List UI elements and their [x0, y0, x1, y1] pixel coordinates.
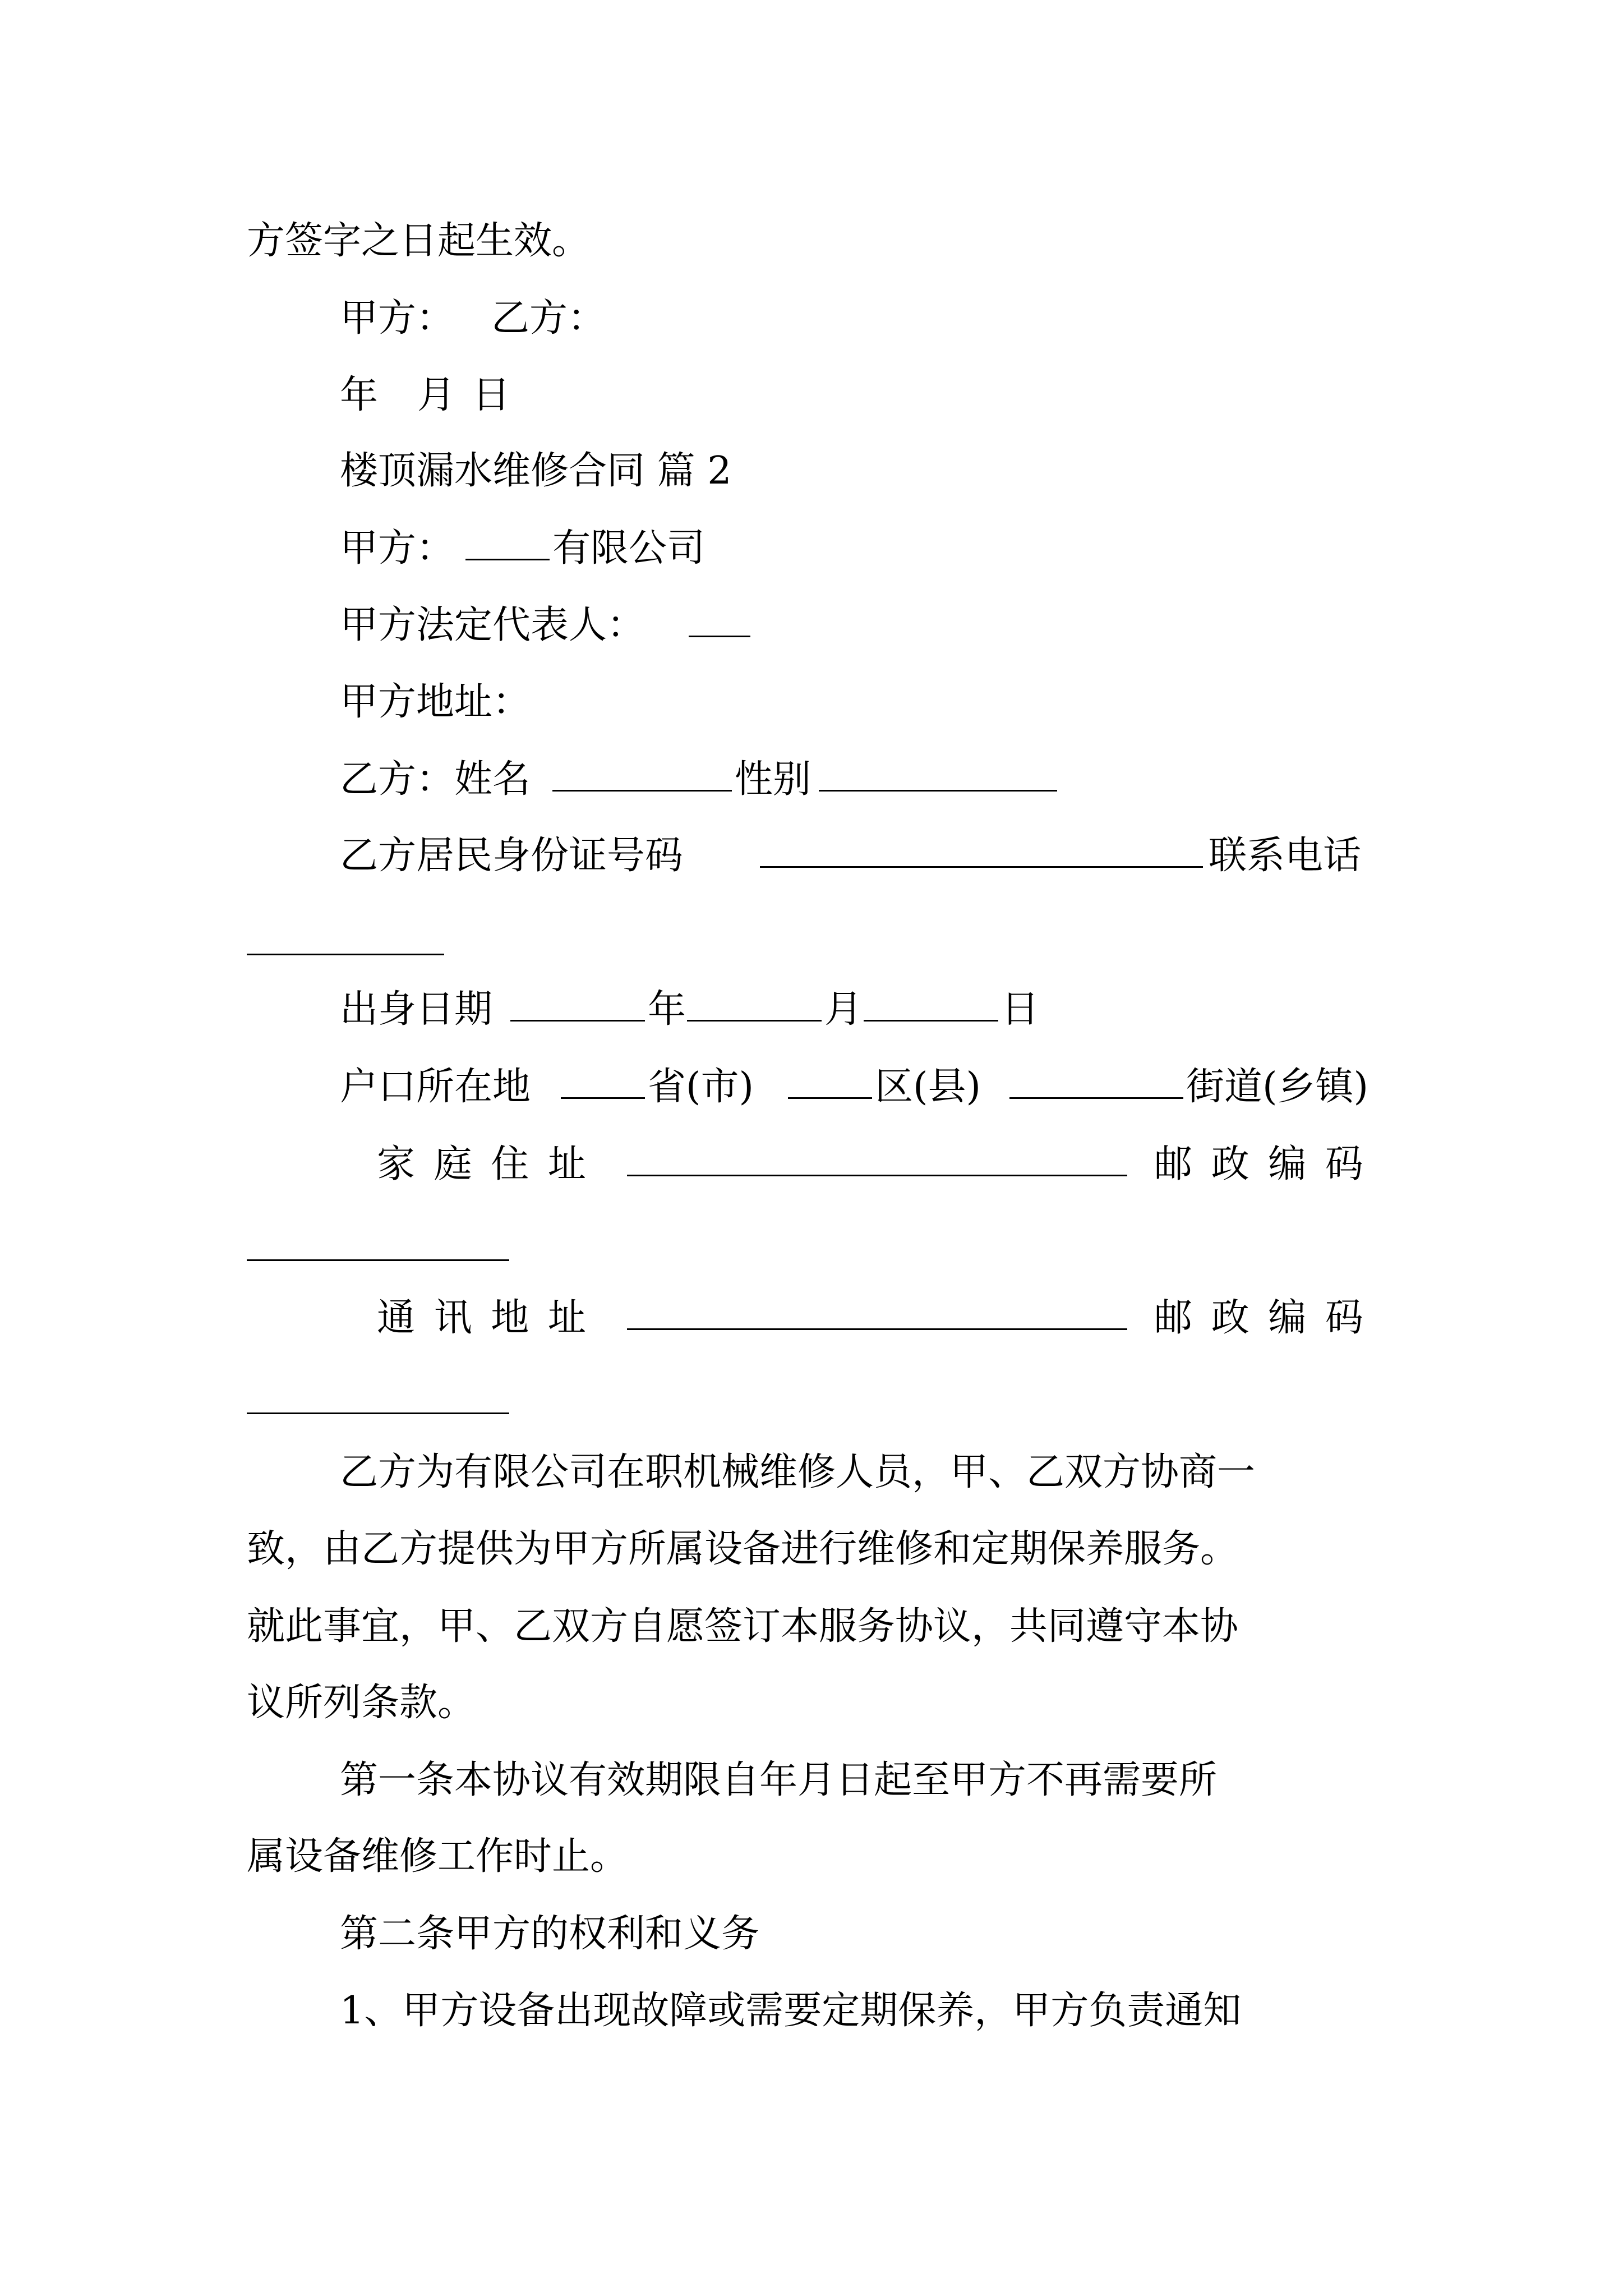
blank-underline [627, 1296, 1127, 1330]
blank-underline [689, 603, 750, 637]
blank-underline [627, 1142, 1127, 1176]
blank-underline [788, 1065, 872, 1099]
blank-underline [247, 1412, 509, 1414]
blank-underline [1009, 1065, 1183, 1099]
address-label: 甲方地址： [340, 680, 531, 724]
line-text: 1、甲方设备出现故障或需要定期保养，甲方负责通知 [340, 1989, 1242, 2033]
day-label: 日 [472, 373, 511, 417]
blank-underline [247, 954, 444, 955]
party-a-label: 甲方： [340, 526, 455, 570]
month-label: 月 [417, 373, 456, 417]
name-label: 乙方：姓名 [340, 757, 531, 802]
line-text: 乙方为有限公司在职机械维修人员，甲、乙双方协商一 [340, 1450, 1256, 1494]
year-label: 年 [340, 373, 379, 417]
id-number-label: 乙方居民身份证号码 [340, 834, 684, 878]
blank-underline [247, 1259, 509, 1261]
phone-label: 联系电话 [1209, 834, 1362, 878]
blank-underline [760, 834, 1203, 868]
line-text: 方签字之日起生效。 [247, 219, 591, 263]
line-text: 第一条本协议有效期限自年月日起至甲方不再需要所 [340, 1758, 1218, 1802]
blank-underline [465, 526, 550, 560]
line-text: 议所列条款。 [247, 1681, 476, 1725]
gender-label: 性别 [735, 757, 811, 802]
birth-date-label: 出身日期 [340, 987, 493, 1032]
blank-underline [687, 987, 822, 1022]
blank-underline [561, 1065, 645, 1099]
line-text: 属设备维修工作时止。 [247, 1834, 629, 1879]
blank-underline [552, 757, 732, 792]
household-label: 户口所在地 [340, 1065, 531, 1109]
year-label: 年 [648, 987, 686, 1032]
month-label: 月 [824, 987, 863, 1032]
blank-underline [510, 987, 645, 1022]
province-label: 省(市) [648, 1065, 754, 1109]
party-a-label: 甲方： [340, 296, 455, 341]
company-suffix: 有限公司 [552, 526, 706, 570]
district-label: 区(县) [875, 1065, 981, 1109]
line-text: 致，由乙方提供为甲方所属设备进行维修和定期保养服务。 [247, 1527, 1239, 1571]
street-label: 街道(乡镇) [1186, 1065, 1369, 1109]
heading-text: 楼顶漏水维修合同 篇 2 [340, 449, 732, 493]
postal-code-label: 邮 政 编 码 [1154, 1142, 1367, 1186]
home-address-label: 家 庭 住 址 [377, 1142, 589, 1186]
party-b-label: 乙方： [491, 296, 606, 341]
legal-rep-label: 甲方法定代表人： [340, 603, 645, 647]
blank-underline [819, 757, 1057, 792]
line-text: 第二条甲方的权利和义务 [340, 1912, 760, 1956]
mail-address-label: 通 讯 地 址 [377, 1296, 589, 1340]
postal-code-label: 邮 政 编 码 [1154, 1296, 1367, 1340]
line-text: 就此事宜，甲、乙双方自愿签订本服务协议，共同遵守本协 [247, 1604, 1239, 1649]
blank-underline [864, 987, 998, 1022]
day-label: 日 [1001, 987, 1040, 1032]
